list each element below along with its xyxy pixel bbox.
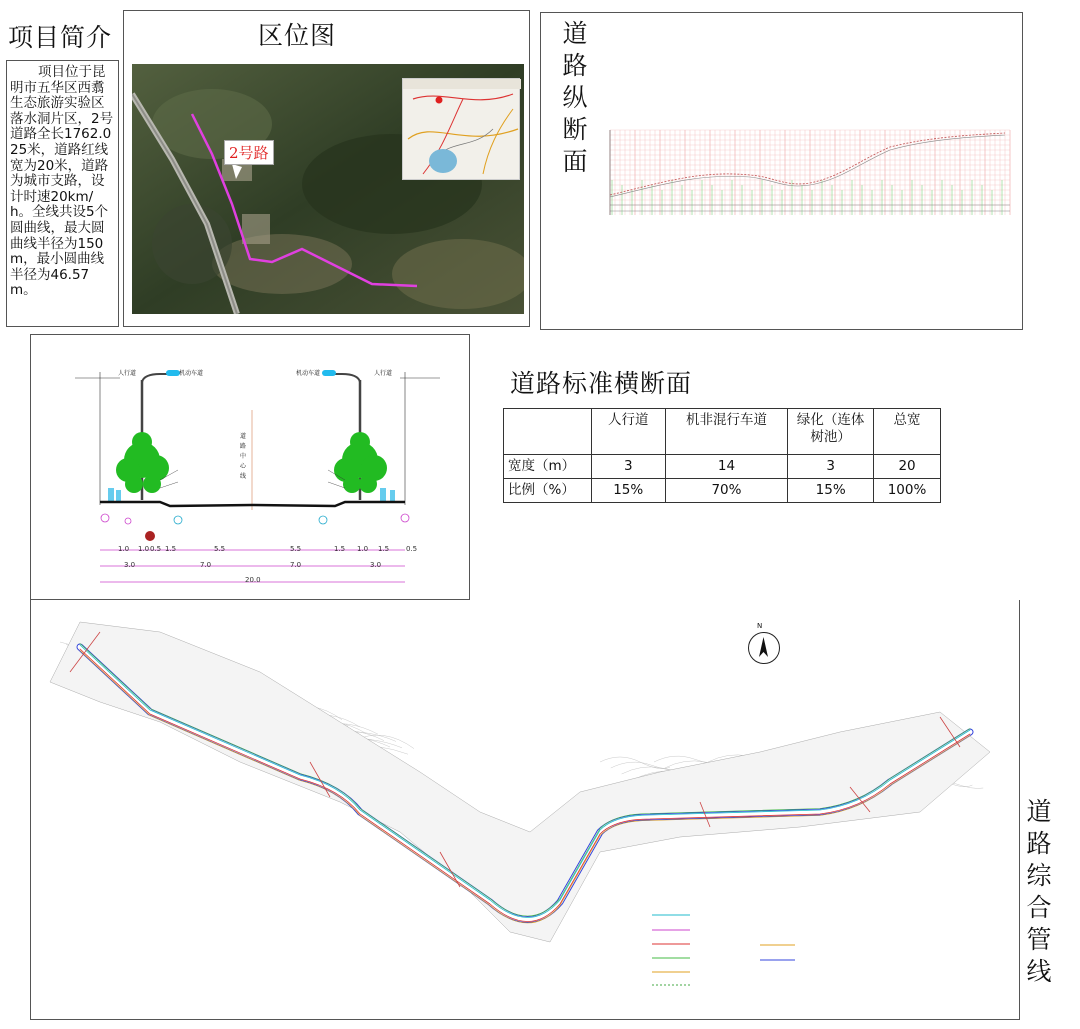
table-cell: 15% <box>788 479 874 503</box>
inset-map <box>402 78 520 180</box>
table-row-label: 比例（%） <box>504 479 592 503</box>
pipeline-title-char: 管 <box>1026 925 1052 954</box>
north-arrow-icon <box>748 632 780 664</box>
profile-title-char: 断 <box>562 115 588 144</box>
table-header-cell: 机非混行车道 <box>665 409 788 455</box>
road-2-label <box>224 140 274 165</box>
longitudinal-profile-drawing <box>600 125 1014 220</box>
road-2-label-text: 2号路 <box>229 144 269 162</box>
cs-dimension-value: 3.0 <box>370 561 382 569</box>
cs-dimension-value: 5.5 <box>290 545 302 553</box>
cs-dimension-value: 0.5 <box>150 545 162 553</box>
cross-section-title: 道路标准横断面 <box>510 369 693 398</box>
table-cell: 100% <box>874 479 941 503</box>
cs-dimensions-row2 <box>100 561 420 573</box>
cs-dimension-value: 1.5 <box>334 545 346 553</box>
table-header-cell: 总宽 <box>874 409 941 455</box>
table-header-cell: 绿化（连体树池） <box>788 409 874 455</box>
cs-dimension-value: 1.0 <box>138 545 150 553</box>
intro-text-box <box>6 60 119 327</box>
table-cell: 3 <box>591 455 665 479</box>
profile-title-char: 纵 <box>562 83 588 112</box>
profile-title-char: 道 <box>562 19 588 48</box>
pipeline-plan-drawing <box>40 612 1000 1012</box>
cs-label-lane-left: 机动车道 <box>179 370 204 377</box>
intro-title: 项目简介 <box>8 23 113 52</box>
cs-label-sidewalk-right: 人行道 <box>374 370 393 377</box>
cs-label-sidewalk-left: 人行道 <box>118 370 137 377</box>
pipeline-title <box>1024 796 1054 988</box>
cs-dimension-value: 5.5 <box>214 545 226 553</box>
inset-map-drawing <box>403 79 521 181</box>
cs-dimension-value: 7.0 <box>290 561 302 569</box>
pipeline-title-char: 路 <box>1026 829 1052 858</box>
table-row <box>504 455 941 479</box>
tree-right <box>334 432 387 493</box>
table-cell: 14 <box>665 455 788 479</box>
profile-title-char: 面 <box>562 147 588 176</box>
table-cell: 3 <box>788 455 874 479</box>
table-header-cell <box>504 409 592 455</box>
cs-label-lane-right: 机动车道 <box>296 370 321 377</box>
pipeline-title-char: 线 <box>1026 957 1052 986</box>
table-row <box>504 479 941 503</box>
intro-text: 项目位于昆明市五华区西翥生态旅游实验区落水洞片区，2号道路全长1762.025米，道路红线宽为20米，道路为城市支路，设计时速20km/h。全线共设5个圆曲线，最大圆曲线半径为150m，最小圆曲线半径为46.57m。 <box>10 64 114 299</box>
north-label: N <box>757 622 763 630</box>
cs-dimensions-row1 <box>100 545 420 557</box>
table-row-label: 宽度（m） <box>504 455 592 479</box>
tree-left <box>116 432 169 493</box>
pipeline-title-char: 综 <box>1026 861 1052 890</box>
cs-dimension-value: 1.5 <box>165 545 177 553</box>
cs-dimension-total: 20.0 <box>245 576 261 584</box>
cs-dimension-value: 1.5 <box>378 545 390 553</box>
pipeline-legend <box>652 915 795 985</box>
cross-section-table <box>503 408 941 503</box>
profile-title <box>560 18 590 178</box>
cs-dimension-value: 7.0 <box>200 561 212 569</box>
cs-dimension-value: 1.0 <box>118 545 130 553</box>
table-cell: 20 <box>874 455 941 479</box>
profile-title-char: 路 <box>562 51 588 80</box>
location-map-image <box>132 64 524 314</box>
pipeline-title-char: 合 <box>1026 893 1052 922</box>
table-cell: 15% <box>591 479 665 503</box>
cs-dimension-value: 1.0 <box>357 545 369 553</box>
pipeline-title-char: 道 <box>1026 797 1052 826</box>
table-header-cell: 人行道 <box>591 409 665 455</box>
table-header-row <box>504 409 941 455</box>
cs-dimension-value: 3.0 <box>124 561 136 569</box>
cs-dimension-value: 0.5 <box>406 545 418 553</box>
table-cell: 70% <box>665 479 788 503</box>
cs-label-centerline: 道路中心线 <box>240 433 247 480</box>
location-map-title: 区位图 <box>258 21 337 50</box>
